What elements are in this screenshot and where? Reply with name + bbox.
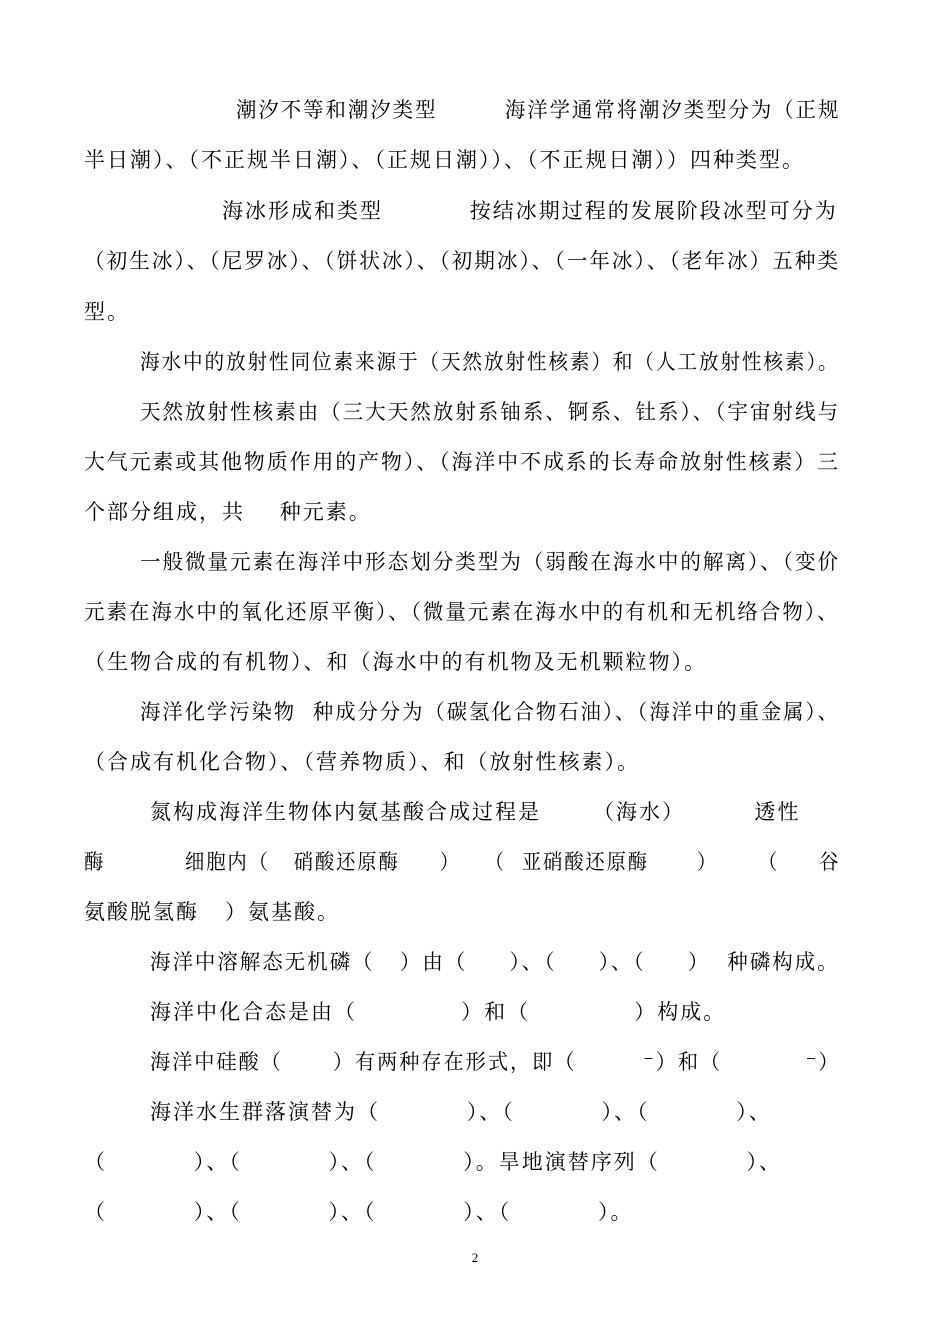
text-line-tide-types-cont: 半日潮）、（不正规半日潮）、（正规日潮））、（不正规日潮））四种类型。 (84, 148, 805, 172)
text-line-natural-nuclide-cont: 大气元素或其他物质作用的产物）、（海洋中不成系的长寿命放射性核素）三 (84, 450, 840, 474)
text-line-nitrogen: 氮构成海洋生物体内氨基酸合成过程是 （海水） 透性 (150, 800, 801, 824)
text-line-tide-types: 潮汐不等和潮汐类型 海洋学通常将潮汐类型分为（正规 (236, 98, 841, 122)
text-line-silicic-acid: 海洋中硅酸（ ）有两种存在形式，即（ ⁻）和（ ⁻） (150, 1050, 841, 1074)
text-line-sea-ice-cont: （初生冰）、（尼罗冰）、（饼状冰）、（初期冰）、（一年冰）、（老年冰）五种类 (84, 249, 841, 273)
page-number: 2 (471, 1250, 479, 1265)
text-line-trace-element-cont: 元素在海水中的氧化还原平衡）、（微量元素在海水中的有机和无机络合物）、 (84, 600, 840, 624)
text-line-sea-ice-end: 型。 (84, 300, 130, 324)
text-line-natural-nuclide-end: 个部分组成，共 种元素。 (84, 500, 372, 524)
text-line-succession-end: （ ）、（ ）、（ ）、（ ）。 (84, 1200, 634, 1224)
text-line-nitrogen-end: 氨酸脱氢酶 ）氨基酸。 (84, 900, 341, 924)
text-line-nitrogen-cont: 酶 细胞内（ 硝酸还原酶 ） （ 亚硝酸还原酶 ） （ 谷 (84, 850, 841, 874)
text-line-compound-state: 海洋中化合态是由（ ）和（ ）构成。 (150, 1000, 727, 1024)
text-line-succession: 海洋水生群落演替为（ ）、（ ）、（ ）、 (150, 1100, 772, 1124)
text-line-pollutants: 海洋化学污染物 种成分分为（碳氢化合物石油）、（海洋中的重金属）、 (140, 700, 840, 724)
text-line-isotope-source: 海水中的放射性同位素来源于（天然放射性核素）和（人工放射性核素）。 (140, 350, 840, 374)
text-line-trace-element: 一般微量元素在海洋中形态划分类型为（弱酸在海水中的解离）、（变价 (140, 550, 840, 574)
text-line-succession-cont: （ ）、（ ）、（ ）。旱地演替序列（ ）、 (84, 1150, 783, 1174)
text-line-sea-ice: 海冰形成和类型 按结冰期过程的发展阶段冰型可分为 (222, 199, 838, 223)
text-line-natural-nuclide: 天然放射性核素由（三大天然放射系铀系、锕系、钍系）、（宇宙射线与 (140, 400, 840, 424)
text-line-trace-element-end: （生物合成的有机物）、和（海水中的有机物及无机颗粒物）。 (84, 650, 707, 674)
text-line-phosphorus: 海洋中溶解态无机磷（ ）由（ ）、（ ）、（ ） 种磷构成。 (150, 950, 840, 974)
text-line-pollutants-cont: （合成有机化合物）、（营养物质）、和（放射性核素）。 (84, 750, 640, 774)
